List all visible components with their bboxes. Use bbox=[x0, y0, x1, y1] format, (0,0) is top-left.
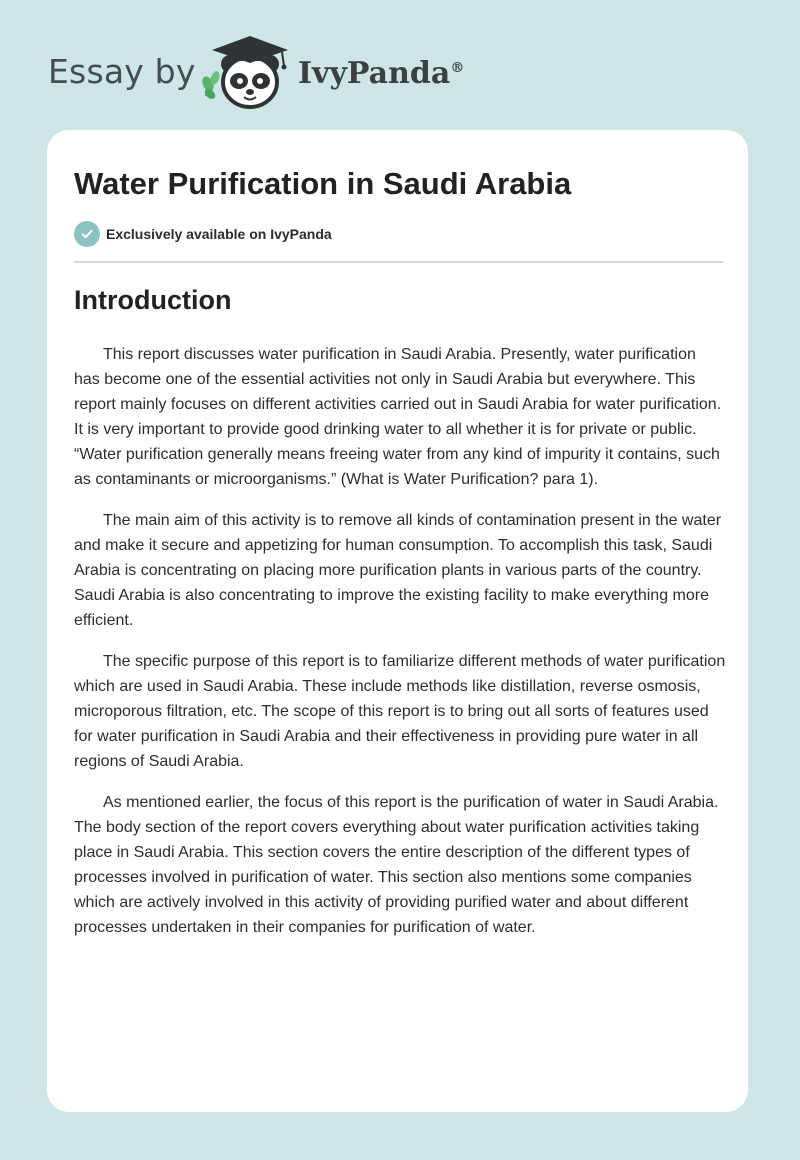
brand-name: IvyPanda® bbox=[298, 56, 465, 91]
panda-logo-icon bbox=[198, 34, 298, 110]
registered-mark: ® bbox=[450, 60, 465, 76]
divider bbox=[74, 261, 723, 263]
paragraph: The main aim of this activity is to remove all kinds of contamination present in the water and make it secure and appetizing for human consumption. To accomplish this task, Saudi Arabia is concentrating on placing more purification plants in various parts of the country. Saudi Arabia is also concentrating to improve the existing facility to make everything more efficient. bbox=[74, 512, 722, 629]
exclusive-badge bbox=[74, 221, 332, 247]
brand-header[interactable] bbox=[48, 34, 508, 114]
paragraph: As mentioned earlier, the focus of this report is the purification of water in Saudi Arabia. The body section of the report covers everything about water purification activities taking place in Saudi Arabia. This section covers the entire description of the different types of processes involved in purification of water. This section also mentions some companies which are actively involved in this activity of providing purified water and about different processes undertaken in their companies for purification of water. bbox=[74, 794, 719, 936]
paragraph: This report discusses water purification in Saudi Arabia. Presently, water purification has become one of the essential activities not only in Saudi Arabia but everywhere. This report mainly focuses on different activities carried out in Saudi Arabia for water purification. It is very important to provide good drinking water to all whether it is for private or public. “Water purification generally means freeing water from any kind of impurity it contains, such as contaminants or microorganisms.” (What is Water Purification? para 1). bbox=[74, 346, 722, 488]
article-body bbox=[74, 342, 726, 956]
check-circle-icon bbox=[74, 221, 100, 247]
brand-prefix: Essay by bbox=[48, 52, 196, 91]
exclusive-badge-label: Exclusively available on IvyPanda bbox=[106, 226, 332, 242]
page-title: Water Purification in Saudi Arabia bbox=[74, 166, 572, 201]
article-card bbox=[47, 130, 748, 1112]
section-heading: Introduction bbox=[74, 285, 232, 315]
paragraph: The specific purpose of this report is to familiarize different methods of water purification which are used in Saudi Arabia. These include methods like distillation, reverse osmosis, microporous filtration, etc. The scope of this report is to bring out all sorts of features used for water purification in Saudi Arabia and their effectiveness in providing pure water in all regions of Saudi Arabia. bbox=[74, 653, 726, 770]
